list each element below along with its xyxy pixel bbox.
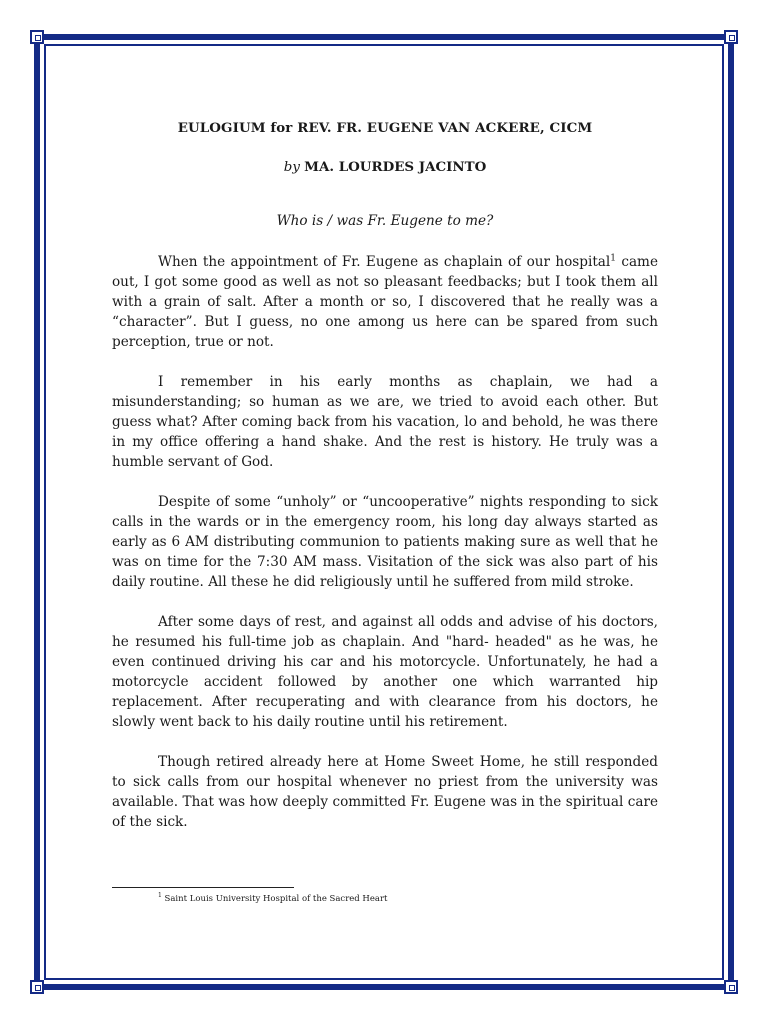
corner-ornament-top-right — [724, 30, 738, 44]
byline-prefix: by — [283, 160, 300, 175]
footnote — [158, 893, 387, 905]
paragraph-2: I remember in his early months as chaplain, we had a misunderstanding; so human as we are, we tried to avoid each other. But guess what? After coming back from his vacation, lo and behold, he was there in my office offering a hand shake. And the rest is history. He truly was a humble servant of God. — [112, 374, 658, 470]
paragraph-1 — [112, 252, 658, 352]
document-subtitle: Who is / was Fr. Eugene to me? — [276, 213, 494, 229]
paragraph-1-text-b: came out, I got some good as well as not so pleasant feedbacks; but I took them all with a grain of salt. After a month or so, I discovered that he really was a “character”. But I guess, no one among us here can be spared from such perception, true or not. — [112, 254, 658, 350]
paragraph-4: After some days of rest, and against all odds and advise of his doctors, he resumed his full-time job as chaplain. And "hard- headed" as he was, he even continued driving his car and his motorcycle. Unfortunately, he had a motorcycle accident followed by another one which warranted hip replacement. After recuperating and with clearance from his doctors, he slowly went back to his daily routine until his retirement. — [112, 614, 658, 730]
paragraph-1-text-a: When the appointment of Fr. Eugene as chaplain of our hospital — [158, 254, 611, 270]
corner-ornament-top-left — [30, 30, 44, 44]
corner-ornament-bottom-right — [724, 980, 738, 994]
corner-ornament-bottom-left — [30, 980, 44, 994]
footnote-reference: 1 — [610, 253, 616, 264]
author-name: MA. LOURDES JACINTO — [304, 159, 487, 175]
footnote-mark: 1 — [158, 892, 162, 900]
byline — [112, 157, 658, 178]
footnote-text: Saint Louis University Hospital of the Sacred Heart — [161, 894, 388, 904]
paragraph-5: Though retired already here at Home Sweet Home, he still responded to sick calls from our hospital whenever no priest from the university was available. That was how deeply committed Fr. Eugene was in the spiritual care of the sick. — [112, 754, 658, 830]
document-body — [112, 118, 658, 832]
paragraph-3: Despite of some “unholy” or “uncooperative” nights responding to sick calls in the wards or in the emergency room, his long day always started as early as 6 AM distributing communion to patients making sure as well that he was on time for the 7:30 AM mass. Visitation of the sick was also part of his daily routine. All these he did religiously until he suffered from mild stroke. — [112, 494, 658, 590]
document-title: EULOGIUM for REV. FR. EUGENE VAN ACKERE, CICM — [177, 120, 593, 136]
footnote-separator — [112, 887, 294, 888]
